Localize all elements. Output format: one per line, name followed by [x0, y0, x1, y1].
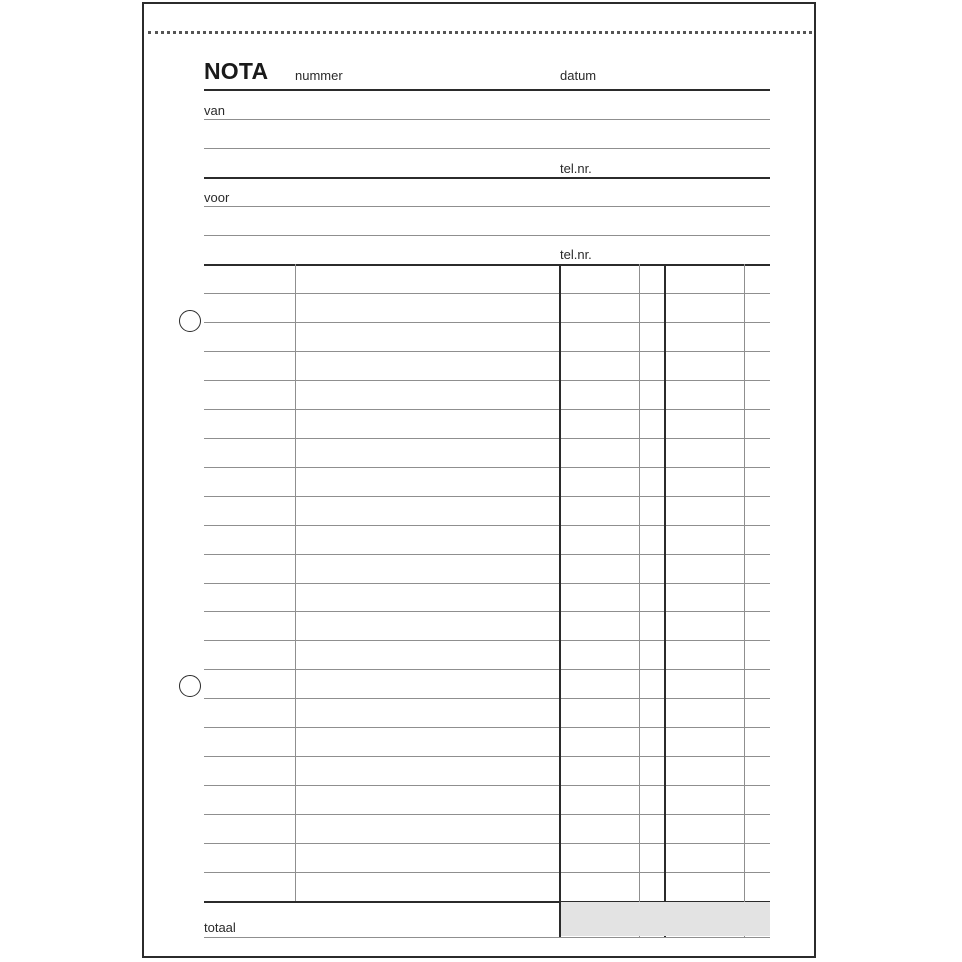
from-label: van	[204, 103, 225, 118]
perforation-line	[148, 31, 812, 34]
punch-hole-icon	[179, 675, 201, 697]
table-row-line	[204, 322, 770, 323]
total-label: totaal	[204, 920, 236, 935]
date-label: datum	[560, 68, 597, 83]
total-row-line	[204, 937, 770, 938]
to-phone-label: tel.nr.	[560, 247, 592, 262]
amount-cents-divider	[744, 264, 745, 937]
to-line-1	[204, 206, 770, 207]
table-row-line	[204, 669, 770, 670]
table-row-line	[204, 380, 770, 381]
from-line-2	[204, 148, 770, 149]
table-row-line	[204, 467, 770, 468]
table-row-line	[204, 293, 770, 294]
table-row-line	[204, 525, 770, 526]
punch-hole-icon	[179, 310, 201, 332]
table-row-line	[204, 438, 770, 439]
table-row-line	[204, 583, 770, 584]
to-line-2	[204, 235, 770, 236]
table-row-line	[204, 756, 770, 757]
from-section-rule	[204, 177, 770, 179]
total-amount-field	[561, 902, 770, 936]
price-cents-divider	[639, 264, 640, 937]
number-label: nummer	[295, 68, 343, 83]
table-row-line	[204, 698, 770, 699]
table-row-line	[204, 843, 770, 844]
price-column-divider	[559, 264, 561, 937]
table-row-line	[204, 496, 770, 497]
from-phone-label: tel.nr.	[560, 161, 592, 176]
table-row-line	[204, 727, 770, 728]
table-row-line	[204, 611, 770, 612]
table-row-line	[204, 785, 770, 786]
amount-column-divider	[664, 264, 666, 937]
table-row-line	[204, 554, 770, 555]
quantity-column-divider	[295, 264, 296, 901]
from-line-1	[204, 119, 770, 120]
table-row-line	[204, 814, 770, 815]
to-label: voor	[204, 190, 230, 205]
header-rule	[204, 89, 770, 91]
table-row-line	[204, 409, 770, 410]
form-title: NOTA	[204, 58, 269, 84]
table-row-line	[204, 640, 770, 641]
table-row-line	[204, 351, 770, 352]
table-top-rule	[204, 264, 770, 266]
table-row-line	[204, 872, 770, 873]
